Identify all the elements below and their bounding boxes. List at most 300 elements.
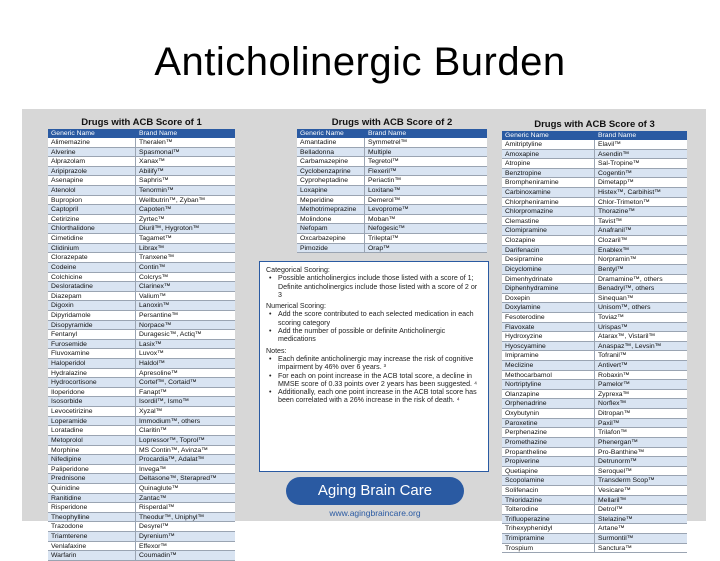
generic-name-cell: Theophylline: [48, 513, 136, 522]
acb-score-3-table: [502, 119, 687, 553]
brand-name-cell: Theralen™: [139, 139, 173, 146]
brand-name-cell: Valium™: [139, 292, 167, 300]
table-row: [48, 224, 235, 234]
generic-name-cell: Chlorpromazine: [502, 207, 595, 216]
generic-name-cell: Iloperidone: [48, 388, 136, 397]
brand-name-cell: Paxil™: [598, 419, 620, 427]
table-row: [502, 294, 687, 304]
generic-name-cell: Risperidone: [48, 503, 136, 512]
table-row: [48, 369, 235, 379]
generic-name-cell: Trazodone: [48, 522, 136, 531]
brand-name-cell: Enablex™: [598, 246, 630, 254]
table-row: [502, 159, 687, 169]
brand-name-cell: MS Contin™, Avinza™: [139, 446, 209, 454]
table-row: [297, 224, 487, 234]
acb-score-2-table: [297, 117, 487, 253]
brand-name-cell: Zyprexa™: [598, 390, 630, 398]
table-row: [297, 244, 487, 254]
acb-score-1-table: [48, 117, 235, 561]
brand-name-cell: Asendin™: [598, 150, 630, 158]
generic-name-cell: Haloperidol: [48, 359, 136, 368]
table-row: [297, 186, 487, 196]
brand-name-cell: Theodur™, Uniphyl™: [139, 513, 205, 521]
table-row: [502, 246, 687, 256]
brand-name-cell: Phenergan™: [598, 438, 639, 446]
generic-name-cell: Propantheline: [502, 448, 595, 457]
brand-name-cell: Transderm Scop™: [598, 477, 655, 485]
brand-name-cell: Procardia™, Adalat™: [139, 456, 205, 464]
generic-name-cell: Disopyramide: [48, 321, 136, 330]
categorical-item: • Possible anticholinergics include those listed with a score of 1; Definite anticholinergics include those listed with a score of 2 or 3: [266, 274, 482, 299]
generic-name-cell: Trifluoperazine: [502, 515, 595, 524]
table-row: [502, 313, 687, 323]
generic-name-cell: Desloratadine: [48, 282, 136, 291]
note-item: • Additionally, each one point increase in the ACB total score has been correlated with a 26% increase in the risk of death. ⁴: [266, 388, 482, 405]
table-row: [297, 176, 487, 186]
brand-name-cell: Diuril™, Hygroton™: [139, 225, 200, 233]
table-row: [297, 138, 487, 148]
brand-name-cell: Toviaz™: [598, 313, 625, 321]
generic-name-cell: Cyclobenzaprine: [297, 167, 365, 176]
brand-name-cell: Lanoxin™: [139, 302, 170, 310]
brand-name-cell: Clozaril™: [598, 237, 628, 245]
brand-name-cell: Sanctura™: [598, 544, 633, 552]
generic-name-cell: Alverine: [48, 148, 136, 157]
brand-name-cell: Spasmonal™: [139, 148, 180, 156]
note-item: • Each definite anticholinergic may increase the risk of cognitive impairment by 46% over 6 years. ³: [266, 355, 482, 372]
table-row: [502, 524, 687, 534]
brand-name-cell: Xyzal™: [139, 408, 163, 416]
table-row: [502, 275, 687, 285]
table-row: [502, 332, 687, 342]
generic-name-cell: Pimozide: [297, 244, 365, 253]
generic-name-cell: Quinidine: [48, 484, 136, 493]
brand-name-cell: Stelazine™: [598, 515, 633, 523]
table-row: [502, 284, 687, 294]
generic-name-cell: Chlorthalidone: [48, 224, 136, 233]
table-row: [48, 196, 235, 206]
brand-name-cell: Immodium™, others: [139, 417, 201, 425]
brand-name-cell: Flexeril™: [368, 167, 397, 175]
brand-name-cell: Risperdal™: [139, 504, 175, 512]
generic-name-cell: Fesoterodine: [502, 313, 595, 322]
table-row: [502, 303, 687, 313]
generic-name-cell: Asenapine: [48, 176, 136, 185]
generic-name-cell: Loperamide: [48, 417, 136, 426]
table-title: Drugs with ACB Score of 3: [534, 119, 655, 130]
brand-name-cell: Loxitane™: [368, 187, 401, 195]
brand-name-cell: Deltasone™, Sterapred™: [139, 475, 217, 483]
generic-name-cell: Furosemide: [48, 340, 136, 349]
generic-name-cell: Cyproheptadine: [297, 176, 365, 185]
brand-name-cell: Claritin™: [139, 427, 167, 435]
table-row: [502, 409, 687, 419]
table-row: [502, 255, 687, 265]
generic-name-cell: Digoxin: [48, 301, 136, 310]
table-title: Drugs with ACB Score of 1: [81, 117, 202, 128]
generic-name-cell: Methocarbamol: [502, 371, 595, 380]
brand-name-cell: Fanapt™: [139, 388, 167, 396]
table-row: [48, 311, 235, 321]
table-row: [502, 544, 687, 554]
table-row: [48, 148, 235, 158]
brand-name-cell: Levoprome™: [368, 206, 409, 214]
brand-name-cell: Clarinex™: [139, 283, 171, 291]
table-row: [297, 234, 487, 244]
table-row: [502, 390, 687, 400]
table-row: [502, 380, 687, 390]
table-row: [48, 503, 235, 513]
generic-name-cell: Diphenhydramine: [502, 284, 595, 293]
generic-name-cell: Carbinoxamine: [502, 188, 595, 197]
brand-name-cell: Luvox™: [139, 350, 164, 358]
generic-name-cell: Venlafaxine: [48, 542, 136, 551]
generic-name-cell: Benztropine: [502, 169, 595, 178]
table-row: [48, 465, 235, 475]
generic-name-header: Generic Name: [505, 132, 549, 139]
brand-name-cell: Persantine™: [139, 311, 179, 319]
brand-name-cell: Antivert™: [598, 362, 628, 370]
brand-name-cell: Effexor™: [139, 542, 168, 550]
brand-name-cell: Chlor-Trimeton™: [598, 198, 650, 206]
generic-name-cell: Olanzapine: [502, 390, 595, 399]
table-row: [502, 467, 687, 477]
brand-name-cell: Coumadin™: [139, 552, 177, 560]
brand-name-cell: Sal-Tropine™: [598, 160, 640, 168]
table-row: [502, 438, 687, 448]
table-row: [48, 340, 235, 350]
brand-name-cell: Sinequan™: [598, 294, 634, 302]
table-row: [502, 457, 687, 467]
table-row: [48, 253, 235, 263]
table-row: [48, 494, 235, 504]
table-row: [48, 551, 235, 561]
generic-name-cell: Alprazolam: [48, 157, 136, 166]
generic-name-cell: Brompheniramine: [502, 178, 595, 187]
table-row: [48, 436, 235, 446]
brand-name-cell: Cortef™, Cortaid™: [139, 379, 197, 387]
table-row: [48, 388, 235, 398]
brand-name-cell: Capoten™: [139, 206, 172, 214]
generic-name-cell: Isosorbide: [48, 397, 136, 406]
table-row: [502, 486, 687, 496]
table-row: [502, 419, 687, 429]
table-row: [502, 150, 687, 160]
generic-name-cell: Colchicine: [48, 273, 136, 282]
generic-name-cell: Bupropion: [48, 196, 136, 205]
table-title: Drugs with ACB Score of 2: [331, 117, 453, 128]
table-row: [502, 371, 687, 381]
table-row: [48, 397, 235, 407]
generic-name-cell: Perphenazine: [502, 428, 595, 437]
brand-name-cell: Colcrys™: [139, 273, 169, 281]
website-url: www.agingbraincare.org: [329, 508, 421, 518]
brand-name-cell: Trileptal™: [368, 235, 399, 243]
brand-name-cell: Pro-Banthine™: [598, 448, 645, 456]
generic-name-cell: Clomipramine: [502, 226, 595, 235]
table-row: [502, 351, 687, 361]
table-header: [502, 131, 687, 140]
numerical-item: • Add the score contributed to each selected medication in each scoring category: [266, 310, 482, 327]
table-row: [48, 273, 235, 283]
generic-name-cell: Cimetidine: [48, 234, 136, 243]
brand-name-cell: Multiple: [368, 148, 392, 156]
brand-name-cell: Anafranil™: [598, 227, 632, 235]
table-row: [502, 496, 687, 506]
generic-name-cell: Trimipramine: [502, 534, 595, 543]
generic-name-cell: Thioridazine: [502, 496, 595, 505]
generic-name-cell: Codeine: [48, 263, 136, 272]
generic-name-cell: Dipyridamole: [48, 311, 136, 320]
generic-name-cell: Ranitidine: [48, 494, 136, 503]
generic-name-cell: Nefopam: [297, 224, 365, 233]
table-row: [48, 292, 235, 302]
table-row: [48, 426, 235, 436]
table-row: [502, 226, 687, 236]
generic-name-header: Generic Name: [300, 130, 344, 137]
categorical-heading: Categorical Scoring:: [266, 266, 330, 274]
generic-name-cell: Clidinium: [48, 244, 136, 253]
brand-name-cell: Norflex™: [598, 400, 627, 408]
table-row: [297, 196, 487, 206]
generic-name-cell: Atropine: [502, 159, 595, 168]
numerical-heading: Numerical Scoring:: [266, 302, 326, 311]
aging-brain-care-logo: Aging Brain Care: [286, 477, 464, 505]
generic-name-cell: Morphine: [48, 446, 136, 455]
table-header: [297, 129, 487, 138]
brand-name-cell: Tagamet™: [139, 235, 172, 243]
brand-name-cell: Bentyl™: [598, 265, 624, 273]
brand-name-cell: Periactin™: [368, 177, 402, 185]
table-row: [502, 428, 687, 438]
brand-name-cell: Contin™: [139, 263, 166, 271]
generic-name-cell: Clorazepate: [48, 253, 136, 262]
brand-name-cell: Anaspaz™, Levsin™: [598, 342, 662, 350]
table-row: [297, 148, 487, 158]
table-row: [297, 215, 487, 225]
brand-name-cell: Robaxin™: [598, 371, 630, 379]
brand-name-cell: Tofranil™: [598, 352, 627, 360]
table-row: [502, 188, 687, 198]
table-row: [48, 234, 235, 244]
generic-name-cell: Paliperidone: [48, 465, 136, 474]
brand-name-cell: Desyrel™: [139, 523, 169, 531]
generic-name-cell: Belladonna: [297, 148, 365, 157]
notes-heading: Notes:: [266, 346, 287, 355]
table-row: [48, 301, 235, 311]
table-row: [502, 265, 687, 275]
generic-name-cell: Hydroxyzine: [502, 332, 595, 341]
brand-name-cell: Orap™: [368, 244, 390, 252]
generic-name-cell: Doxepin: [502, 294, 595, 303]
brand-name-cell: Vesicare™: [598, 486, 631, 494]
brand-name-cell: Detrol™: [598, 506, 623, 514]
generic-name-cell: Trospium: [502, 544, 595, 553]
brand-name-cell: Lopressor™, Toprol™: [139, 436, 205, 444]
table-row: [48, 244, 235, 254]
slide-title: Anticholinergic Burden: [154, 40, 566, 84]
brand-name-cell: Apresoline™: [139, 369, 178, 377]
brand-name-cell: Urispas™: [598, 323, 628, 331]
table-row: [502, 217, 687, 227]
brand-name-cell: Xanax™: [139, 158, 166, 166]
generic-name-cell: Propiverine: [502, 457, 595, 466]
brand-name-cell: Tenormin™: [139, 187, 174, 195]
table-row: [502, 323, 687, 333]
brand-name-cell: Unisom™, others: [598, 304, 651, 312]
brand-name-cell: Duragesic™, Actiq™: [139, 331, 202, 339]
table-row: [48, 542, 235, 552]
generic-name-cell: Darifenacin: [502, 246, 595, 255]
brand-name-cell: Invega™: [139, 465, 167, 473]
table-row: [502, 169, 687, 179]
brand-name-cell: Abilify™: [139, 167, 164, 175]
generic-name-cell: Prednisone: [48, 474, 136, 483]
generic-name-cell: Amoxapine: [502, 150, 595, 159]
generic-name-cell: Promethazine: [502, 438, 595, 447]
table-row: [48, 484, 235, 494]
table-row: [297, 167, 487, 177]
generic-name-cell: Metoprolol: [48, 436, 136, 445]
brand-name-cell: Norpramin™: [598, 256, 637, 264]
table-header: [48, 129, 235, 138]
table-row: [48, 330, 235, 340]
generic-name-cell: Levocetirizine: [48, 407, 136, 416]
generic-name-cell: Quetiapine: [502, 467, 595, 476]
brand-name-cell: Isordil™, Ismo™: [139, 398, 190, 406]
generic-name-cell: Alimemazine: [48, 138, 136, 147]
brand-name-cell: Lasix™: [139, 340, 162, 348]
brand-name-cell: Histex™, Carbihist™: [598, 189, 662, 197]
numerical-item: • Add the number of possible or definite Anticholinergic medications: [266, 327, 482, 344]
table-row: [48, 378, 235, 388]
generic-name-cell: Paroxetine: [502, 419, 595, 428]
table-row: [48, 417, 235, 427]
brand-name-cell: Surmontil™: [598, 534, 634, 542]
brand-name-cell: Thorazine™: [598, 208, 636, 216]
table-row: [502, 198, 687, 208]
brand-name-cell: Dramamine™, others: [598, 275, 663, 283]
generic-name-cell: Fluvoxamine: [48, 349, 136, 358]
generic-name-cell: Methotrimeprazine: [297, 205, 365, 214]
generic-name-cell: Molindone: [297, 215, 365, 224]
table-row: [48, 407, 235, 417]
table-row: [48, 263, 235, 273]
brand-name-cell: Mellaril™: [598, 496, 627, 504]
generic-name-cell: Aripiprazole: [48, 167, 136, 176]
generic-name-cell: Amantadine: [297, 138, 365, 147]
generic-name-cell: Cetirizine: [48, 215, 136, 224]
brand-name-cell: Moban™: [368, 215, 396, 223]
table-row: [48, 282, 235, 292]
table-row: [502, 534, 687, 544]
table-row: [48, 474, 235, 484]
generic-name-cell: Meclizine: [502, 361, 595, 370]
generic-name-header: Generic Name: [51, 130, 95, 137]
generic-name-cell: Warfarin: [48, 551, 136, 560]
brand-name-cell: Benadryl™, others: [598, 285, 655, 293]
generic-name-cell: Tolterodine: [502, 505, 595, 514]
table-row: [48, 215, 235, 225]
brand-name-cell: Tranxene™: [139, 254, 175, 262]
table-row: [48, 176, 235, 186]
generic-name-cell: Amitriptyline: [502, 140, 595, 149]
table-row: [48, 321, 235, 331]
generic-name-cell: Orphenadrine: [502, 399, 595, 408]
brand-name-cell: Atarax™, Vistaril™: [598, 333, 656, 341]
table-row: [502, 399, 687, 409]
brand-name-cell: Norpace™: [139, 321, 172, 329]
table-row: [297, 157, 487, 167]
generic-name-cell: Nortriptyline: [502, 380, 595, 389]
generic-name-cell: Solifenacin: [502, 486, 595, 495]
table-row: [502, 448, 687, 458]
brand-name-cell: Trilafon™: [598, 429, 628, 437]
brand-name-cell: Seroquel™: [598, 467, 633, 475]
table-row: [48, 205, 235, 215]
table-row: [297, 205, 487, 215]
note-item: • For each on point increase in the ACB total score, a decline in MMSE score of 0.33 points over 2 years has been suggested. ⁴: [266, 372, 482, 389]
generic-name-cell: Triamterene: [48, 532, 136, 541]
table-row: [48, 455, 235, 465]
brand-name-cell: Pamelor™: [598, 381, 631, 389]
generic-name-cell: Captopril: [48, 205, 136, 214]
table-row: [48, 532, 235, 542]
table-row: [48, 446, 235, 456]
generic-name-cell: Loratadine: [48, 426, 136, 435]
brand-name-cell: Detrunorm™: [598, 458, 637, 466]
generic-name-cell: Oxcarbazepine: [297, 234, 365, 243]
generic-name-cell: Imipramine: [502, 351, 595, 360]
brand-name-header: Brand Name: [139, 130, 178, 137]
generic-name-cell: Desipramine: [502, 255, 595, 264]
table-row: [502, 236, 687, 246]
brand-name-cell: Quinaglute™: [139, 484, 179, 492]
generic-name-cell: Trihexyphenidyl: [502, 524, 595, 533]
brand-name-cell: Zantac™: [139, 494, 167, 502]
generic-name-cell: Flavoxate: [502, 323, 595, 332]
brand-name-cell: Haldol™: [139, 360, 166, 368]
brand-name-header: Brand Name: [598, 132, 637, 139]
brand-name-cell: Tavist™: [598, 217, 623, 225]
brand-name-cell: Demerol™: [368, 196, 401, 204]
generic-name-cell: Clozapine: [502, 236, 595, 245]
generic-name-cell: Dimenhydrinate: [502, 275, 595, 284]
generic-name-cell: Carbamazepine: [297, 157, 365, 166]
table-row: [48, 186, 235, 196]
brand-name-cell: Dimetapp™: [598, 179, 634, 187]
table-row: [48, 157, 235, 167]
generic-name-cell: Fentanyl: [48, 330, 136, 339]
table-row: [48, 359, 235, 369]
generic-name-cell: Dicyclomine: [502, 265, 595, 274]
generic-name-cell: Meperidine: [297, 196, 365, 205]
generic-name-cell: Loxapine: [297, 186, 365, 195]
table-row: [502, 342, 687, 352]
generic-name-cell: Hyoscyamine: [502, 342, 595, 351]
generic-name-cell: Hydrocortisone: [48, 378, 136, 387]
table-row: [502, 515, 687, 525]
brand-name-cell: Artane™: [598, 525, 625, 533]
brand-name-cell: Nefogesic™: [368, 225, 406, 233]
generic-name-cell: Nifedipine: [48, 455, 136, 464]
generic-name-cell: Scopolamine: [502, 476, 595, 485]
brand-name-cell: Symmetrel™: [368, 139, 408, 146]
table-row: [502, 140, 687, 150]
brand-name-cell: Elavil™: [598, 141, 622, 148]
brand-name-cell: Wellbutrin™, Zyban™: [139, 196, 206, 204]
scoring-notes-box: [259, 261, 489, 472]
